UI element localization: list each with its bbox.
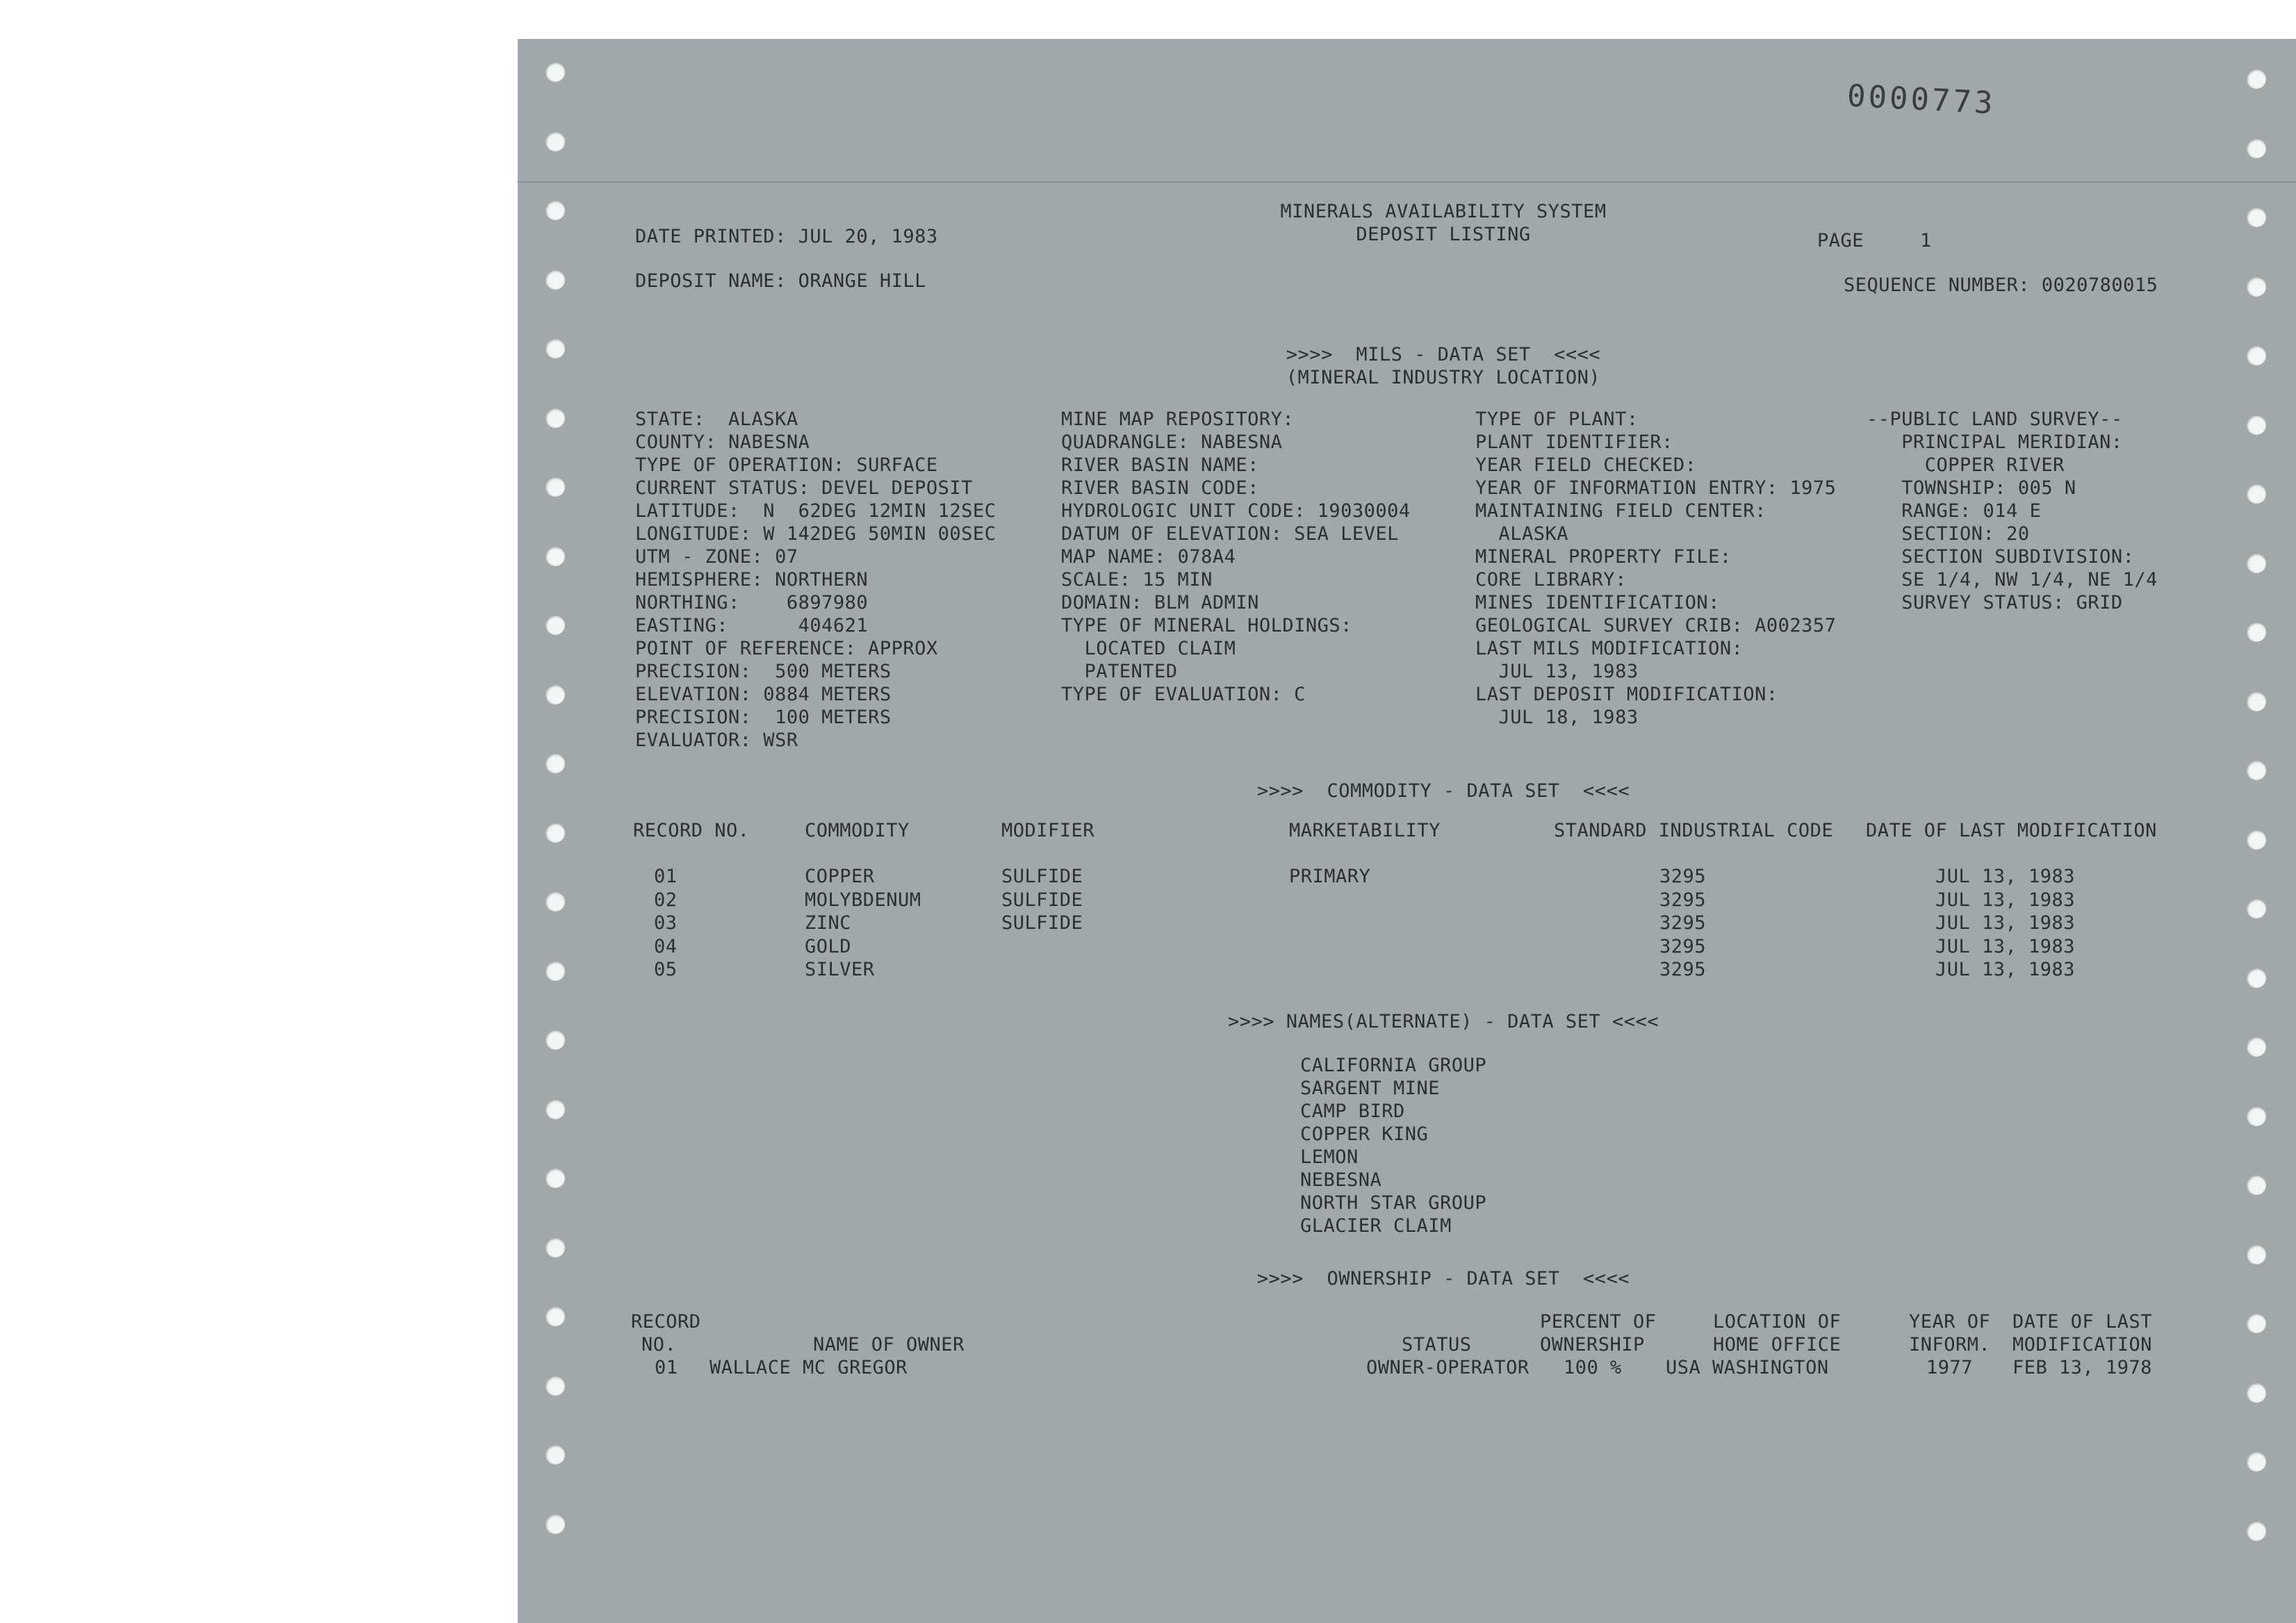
header-commodity: COMMODITY (805, 820, 910, 841)
field-line: TYPE OF MINERAL HOLDINGS: (1061, 615, 1352, 636)
perforation-hole (546, 1515, 565, 1534)
own-status: OWNER-OPERATOR (1366, 1357, 1530, 1378)
perforation-hole (2247, 484, 2266, 504)
own-header-percent-2: OWNERSHIP (1540, 1334, 1645, 1356)
commodity-row (518, 958, 2296, 981)
perforation-hole (2247, 1314, 2266, 1333)
perforation-hole (2247, 139, 2266, 158)
commodity-marketability: PRIMARY (1289, 866, 1371, 887)
perforation-hole (546, 1238, 565, 1258)
mils-section-title: >>>> MILS - DATA SET <<<< (1286, 344, 1601, 365)
field-line: PRINCIPAL MERIDIAN: (1867, 431, 2123, 453)
field-line: RIVER BASIN CODE: (1061, 477, 1259, 499)
own-record: 01 (655, 1357, 678, 1378)
commodity-modifier: SULFIDE (1001, 912, 1083, 934)
field-line: GEOLOGICAL SURVEY CRIB: A002357 (1475, 615, 1837, 636)
perforation-hole (2247, 1452, 2266, 1472)
field-line: LOCATED CLAIM (1061, 638, 1236, 659)
commodity-commodity: MOLYBDENUM (805, 889, 921, 911)
commodity-record: 02 (654, 889, 678, 911)
own-header-date-1: DATE OF LAST (2012, 1311, 2153, 1333)
listing-title: DEPOSIT LISTING (1356, 224, 1531, 245)
own-header-status: STATUS (1402, 1334, 1472, 1356)
commodity-sic: 3295 (1659, 959, 1707, 980)
field-line: MAP NAME: 078A4 (1061, 546, 1236, 568)
perforation-hole (546, 616, 565, 635)
header-modifier: MODIFIER (1001, 820, 1095, 841)
page-label: PAGE (1817, 230, 1864, 252)
alternate-names-list (1300, 1054, 1486, 1237)
own-header-record: RECORD (631, 1311, 701, 1333)
field-line: TYPE OF EVALUATION: C (1061, 684, 1306, 705)
field-line: TOWNSHIP: 005 N (1867, 477, 2076, 499)
commodity-date: JUL 13, 1983 (1935, 935, 2076, 957)
printout-sheet (518, 39, 2296, 1623)
own-header-name: NAME OF OWNER (813, 1334, 965, 1356)
own-header-date-2: MODIFICATION (2012, 1334, 2153, 1356)
perforation-hole (2247, 899, 2266, 918)
commodity-row (518, 865, 2296, 888)
perforation-hole (2247, 1383, 2266, 1403)
alternate-name: NORTH STAR GROUP (1300, 1192, 1487, 1214)
field-line: COPPER RIVER (1867, 454, 2065, 476)
mils-column-land-survey (1867, 408, 2158, 614)
perforation-hole (546, 892, 565, 912)
field-line: PLANT IDENTIFIER: (1475, 431, 1673, 453)
commodity-record: 04 (654, 935, 678, 957)
perforation-hole (546, 1169, 565, 1188)
commodity-commodity: GOLD (805, 935, 852, 957)
own-year: 1977 (1926, 1357, 1974, 1378)
commodity-date: JUL 13, 1983 (1935, 866, 2076, 887)
own-location: USA WASHINGTON (1666, 1357, 1829, 1378)
ownership-row (518, 1356, 2296, 1379)
field-line: MINERAL PROPERTY FILE: (1475, 546, 1732, 568)
perforation-hole (546, 132, 565, 151)
perforation-hole (546, 1030, 565, 1050)
perforation-hole (546, 962, 565, 981)
commodity-row (518, 935, 2296, 958)
field-line: TYPE OF PLANT: (1475, 409, 1639, 430)
perforation-hole (2247, 1037, 2266, 1057)
field-line: LAST DEPOSIT MODIFICATION: (1475, 684, 1778, 705)
field-line: STATE: ALASKA (635, 409, 798, 430)
field-line: SECTION: 20 (1867, 523, 2030, 545)
stamp-number: 0000773 (1846, 78, 1996, 122)
field-line: YEAR OF INFORMATION ENTRY: 1975 (1475, 477, 1837, 499)
field-line: LATITUDE: N 62DEG 12MIN 12SEC (635, 500, 997, 522)
own-header-location-2: HOME OFFICE (1713, 1334, 1842, 1356)
perforation-hole (546, 547, 565, 566)
field-line: HEMISPHERE: NORTHERN (635, 569, 869, 591)
perforation-hole (546, 823, 565, 843)
perforation-hole (2247, 830, 2266, 850)
perforation-hole (546, 1376, 565, 1396)
field-line: EVALUATOR: WSR (635, 730, 798, 751)
field-line: HYDROLOGIC UNIT CODE: 19030004 (1061, 500, 1411, 522)
commodity-record: 03 (654, 912, 678, 934)
alternate-name: NEBESNA (1300, 1169, 1382, 1191)
ownership-section-title: >>>> OWNERSHIP - DATA SET <<<< (1256, 1268, 1630, 1290)
perforation-hole (2247, 415, 2266, 435)
header-marketability: MARKETABILITY (1289, 820, 1441, 841)
perforation-hole (546, 1100, 565, 1119)
perforation-hole (546, 201, 565, 220)
commodity-row (518, 889, 2296, 912)
alternate-name: GLACIER CLAIM (1300, 1215, 1452, 1237)
field-line: CORE LIBRARY: (1475, 569, 1627, 591)
perforation-hole (2247, 623, 2266, 642)
field-line: SCALE: 15 MIN (1061, 569, 1213, 591)
perforation-hole (2247, 277, 2266, 297)
field-line: CURRENT STATUS: DEVEL DEPOSIT (635, 477, 973, 499)
field-line: RANGE: 014 E (1867, 500, 2042, 522)
header-sic: STANDARD INDUSTRIAL CODE (1554, 820, 1834, 841)
perforation-hole (2247, 969, 2266, 988)
commodity-sic: 3295 (1659, 866, 1707, 887)
mils-section-subtitle: (MINERAL INDUSTRY LOCATION) (1286, 367, 1601, 388)
commodity-section-title: >>>> COMMODITY - DATA SET <<<< (1256, 780, 1630, 802)
own-header-year-1: YEAR OF (1909, 1311, 1991, 1333)
sequence-number: SEQUENCE NUMBER: 0020780015 (1844, 274, 2158, 296)
field-line: UTM - ZONE: 07 (635, 546, 798, 568)
alternate-name: SARGENT MINE (1300, 1078, 1441, 1099)
field-line: POINT OF REFERENCE: APPROX (635, 638, 938, 659)
own-name: WALLACE MC GREGOR (710, 1357, 908, 1378)
alternate-name: COPPER KING (1300, 1123, 1429, 1145)
commodity-record: 05 (654, 959, 678, 980)
perforation-hole (2247, 1107, 2266, 1126)
perforation-hole (546, 339, 565, 359)
field-line: MINE MAP REPOSITORY: (1061, 409, 1295, 430)
field-line: COUNTY: NABESNA (635, 431, 810, 453)
names-section-title: >>>> NAMES(ALTERNATE) - DATA SET <<<< (1228, 1011, 1659, 1032)
commodity-commodity: ZINC (805, 912, 852, 934)
field-line: DOMAIN: BLM ADMIN (1061, 592, 1259, 613)
field-line: JUL 18, 1983 (1475, 707, 1639, 728)
commodity-date: JUL 13, 1983 (1935, 959, 2076, 980)
perforation-hole (2247, 692, 2266, 711)
field-line: EASTING: 404621 (635, 615, 869, 636)
field-line: SECTION SUBDIVISION: (1867, 546, 2135, 568)
field-line: SE 1/4, NW 1/4, NE 1/4 (1867, 569, 2158, 591)
commodity-table (518, 819, 2296, 986)
perforation-hole (2247, 1245, 2266, 1264)
date-printed: DATE PRINTED: JUL 20, 1983 (635, 226, 938, 247)
commodity-commodity: COPPER (805, 866, 875, 887)
commodity-sic: 3295 (1659, 912, 1707, 934)
mils-column-location (635, 408, 996, 752)
perforation-hole (546, 409, 565, 428)
perforation-hole (546, 1307, 565, 1326)
perforation-hole (546, 477, 565, 497)
field-line: PRECISION: 500 METERS (635, 661, 892, 682)
field-line: RIVER BASIN NAME: (1061, 454, 1259, 476)
field-line: DATUM OF ELEVATION: SEA LEVEL (1061, 523, 1399, 545)
field-line: QUADRANGLE: NABESNA (1061, 431, 1283, 453)
perforation-hole (2247, 761, 2266, 780)
perforation-hole (2247, 554, 2266, 573)
commodity-sic: 3295 (1659, 889, 1707, 911)
field-line: YEAR FIELD CHECKED: (1475, 454, 1697, 476)
perforation-hole (546, 63, 565, 82)
own-header-year-2: INFORM. (1909, 1334, 1991, 1356)
field-line: ELEVATION: 0884 METERS (635, 684, 892, 705)
fold-line (518, 181, 2296, 183)
perforation-hole (2247, 1522, 2266, 1541)
deposit-name: DEPOSIT NAME: ORANGE HILL (635, 270, 926, 292)
perforation-hole (546, 270, 565, 290)
commodity-date: JUL 13, 1983 (1935, 889, 2076, 911)
header-record-no: RECORD NO. (633, 820, 750, 841)
system-title: MINERALS AVAILABILITY SYSTEM (1280, 201, 1607, 222)
commodity-record: 01 (654, 866, 678, 887)
perforation-hole (2247, 69, 2266, 89)
perforation-hole (2247, 346, 2266, 365)
page-number: 1 (1920, 230, 1932, 252)
field-line: NORTHING: 6897980 (635, 592, 869, 613)
mils-column-plant (1475, 408, 1836, 729)
ownership-table (518, 1310, 2296, 1408)
header-date-last-mod: DATE OF LAST MODIFICATION (1866, 820, 2157, 841)
commodity-commodity: SILVER (805, 959, 875, 980)
field-line: PATENTED (1061, 661, 1178, 682)
field-line: SURVEY STATUS: GRID (1867, 592, 2123, 613)
field-line: LONGITUDE: W 142DEG 50MIN 00SEC (635, 523, 997, 545)
field-line: JUL 13, 1983 (1475, 661, 1639, 682)
field-line: MAINTAINING FIELD CENTER: (1475, 500, 1766, 522)
own-header-location-1: LOCATION OF (1713, 1311, 1842, 1333)
own-header-no: NO. (641, 1334, 677, 1356)
alternate-name: CALIFORNIA GROUP (1300, 1055, 1487, 1076)
own-header-percent-1: PERCENT OF (1540, 1311, 1657, 1333)
perforation-hole (546, 685, 565, 705)
field-line: PRECISION: 100 METERS (635, 707, 892, 728)
field-line: ALASKA (1475, 523, 1569, 545)
perforation-hole (2247, 1176, 2266, 1195)
field-line: TYPE OF OPERATION: SURFACE (635, 454, 938, 476)
mils-column-map (1061, 408, 1411, 706)
commodity-modifier: SULFIDE (1001, 866, 1083, 887)
commodity-row (518, 912, 2296, 934)
commodity-modifier: SULFIDE (1001, 889, 1083, 911)
perforation-hole (546, 754, 565, 773)
own-date: FEB 13, 1978 (2012, 1357, 2153, 1378)
own-percent: 100 % (1564, 1357, 1622, 1378)
alternate-name: LEMON (1300, 1146, 1359, 1168)
field-line: MINES IDENTIFICATION: (1475, 592, 1720, 613)
alternate-name: CAMP BIRD (1300, 1101, 1405, 1122)
commodity-header-row (518, 819, 2296, 842)
field-line: --PUBLIC LAND SURVEY-- (1867, 409, 2123, 430)
commodity-date: JUL 13, 1983 (1935, 912, 2076, 934)
perforation-hole (546, 1445, 565, 1465)
perforation-hole (2247, 208, 2266, 227)
field-line: LAST MILS MODIFICATION: (1475, 638, 1744, 659)
commodity-sic: 3295 (1659, 935, 1707, 957)
